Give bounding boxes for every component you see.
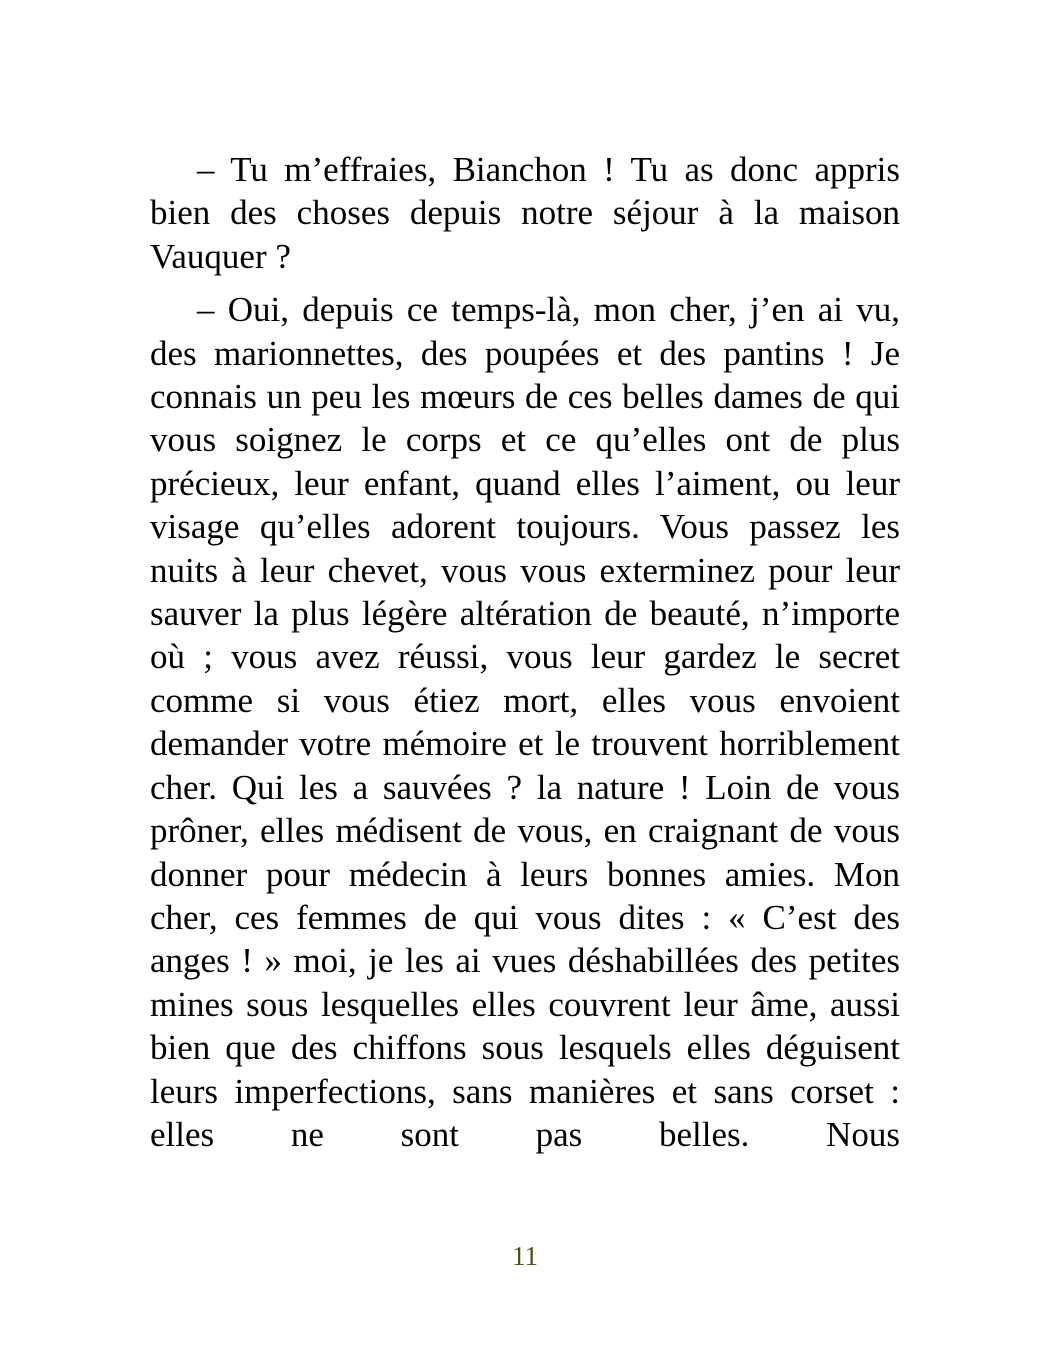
paragraph-2: – Oui, depuis ce temps-là, mon cher, j’en ai vu, des marionnettes, des poupées et des pantins ! Je connais un peu les mœurs de ces belles dames de qui vous soignez le corps et ce qu’elles ont de plus précieux, leur enfant, quand elles l’aiment, ou leur visage qu’elles adorent toujours. Vous passez les nuits à leur chevet, vous vous exterminez pour leur sauver la plus légère altération de beauté, n’importe où ; vous avez réussi, vous leur gardez le secret comme si vous étiez mort, elles vous envoient demander votre mémoire et le trouvent horriblement cher. Qui les a sauvées ? la nature ! Loin de vous prôner, elles médisent de vous, en craignant de vous donner pour médecin à leurs bonnes amies. Mon cher, ces femmes de qui vous dites : « C’est des anges ! » moi, je les ai vues déshabillées des petites mines sous lesquelles elles couvrent leur âme, aussi bien que des chiffons sous lesquels elles déguisent leurs imperfections, sans manières et sans corset : elles ne sont pas belles. Nous — [150, 290, 900, 1154]
paragraph-1: – Tu m’effraies, Bianchon ! Tu as donc appris bien des choses depuis notre séjour à la maison Vauquer ? — [150, 150, 900, 276]
body-text — [150, 148, 900, 1166]
page-number: 11 — [512, 1241, 538, 1271]
